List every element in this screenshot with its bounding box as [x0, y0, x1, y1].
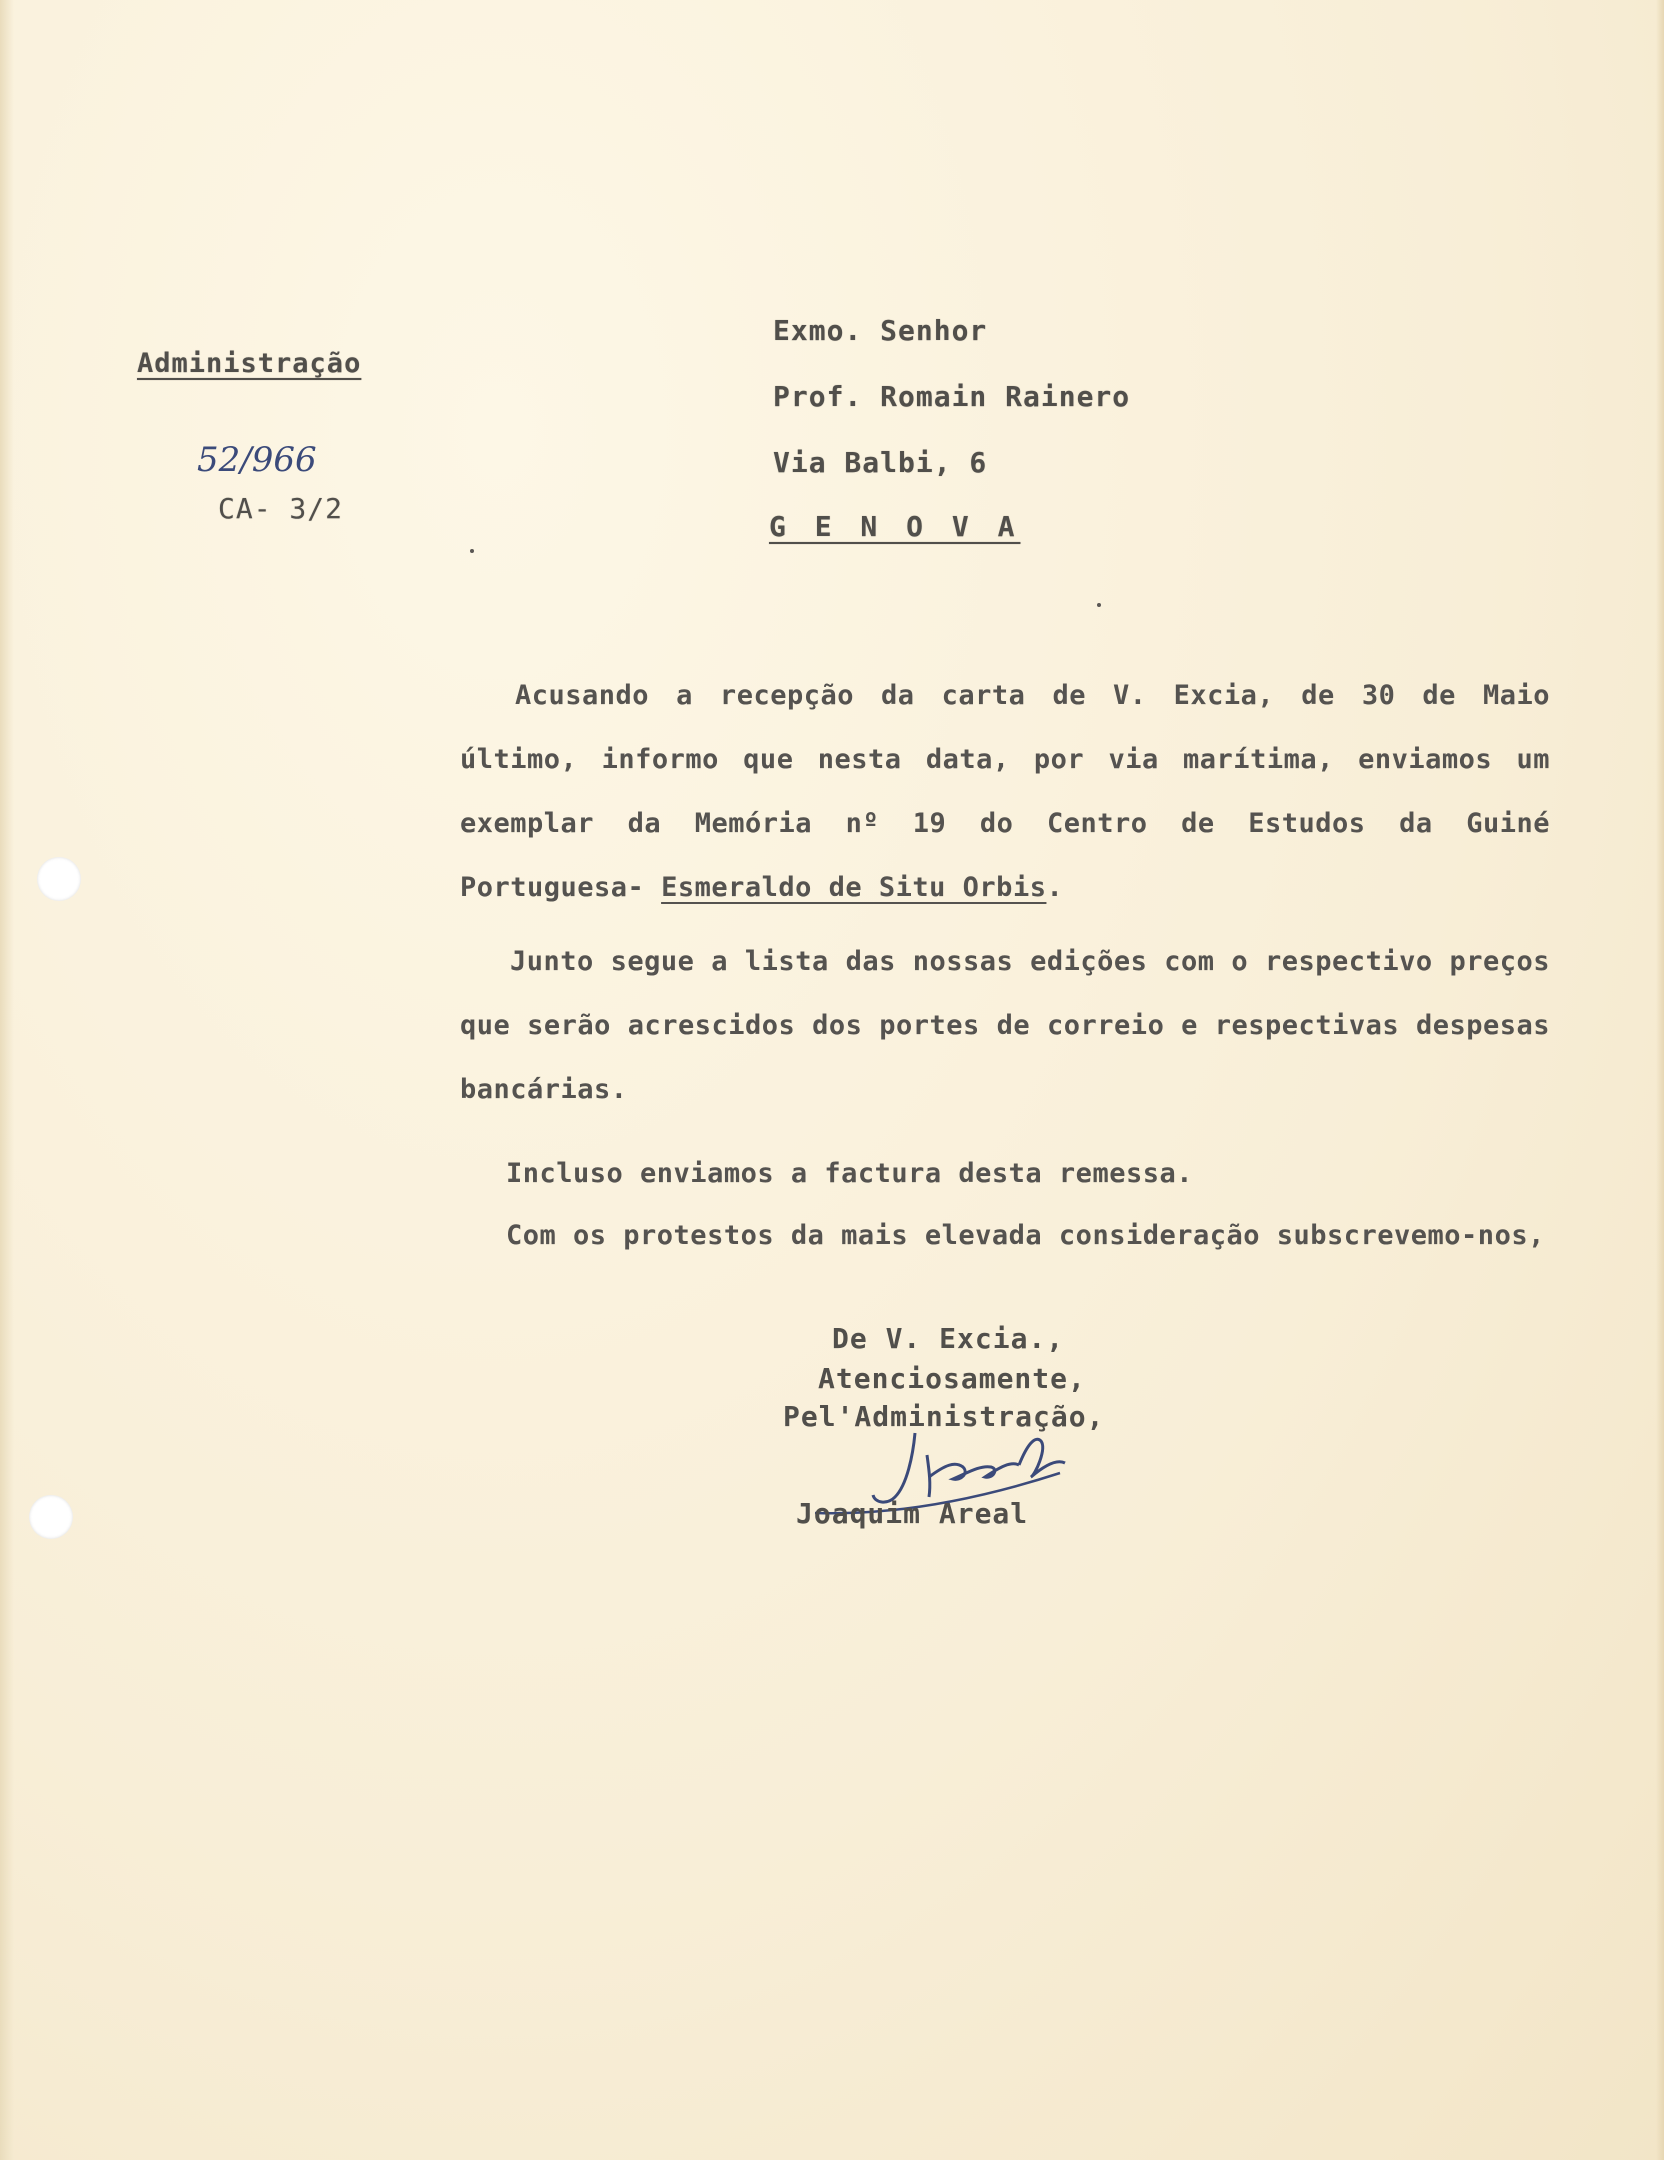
closing-line-2: Atenciosamente, — [818, 1362, 1086, 1395]
reference-number: 52/966 — [197, 440, 317, 480]
ink-speck — [1097, 603, 1101, 607]
closing-line-1: De V. Excia., — [832, 1322, 1065, 1355]
recipient-street: Via Balbi, 6 — [773, 446, 988, 479]
recipient-name: Prof. Romain Rainero — [773, 380, 1131, 413]
paragraph-3-text: Incluso enviamos a factura desta remessa. — [506, 1158, 1193, 1189]
paragraph-1-text: Acusando a recepção da carta de V. Excia, de 30 de Maio último, informo que nesta data, por via marítima, enviamos um exemplar da Memória nº 19 do Centro de Estudos da Guiné Portuguesa- — [460, 680, 1550, 903]
punch-hole-bottom — [29, 1495, 73, 1539]
department-heading: Administração — [137, 348, 362, 379]
body-paragraph-1 — [460, 664, 1550, 920]
ink-speck — [470, 549, 474, 553]
paragraph-1-end: . — [1046, 872, 1064, 903]
punch-hole-top — [37, 857, 81, 901]
recipient-city: G E N O V A — [769, 510, 1021, 543]
page-edge-shadow — [1656, 0, 1664, 2160]
book-title: Esmeraldo de Situ Orbis — [661, 872, 1047, 903]
body-paragraph-3 — [506, 1142, 1556, 1206]
recipient-salutation: Exmo. Senhor — [773, 314, 988, 347]
paragraph-4-text: Com os protestos da mais elevada consideração subscrevemo-nos, — [506, 1220, 1545, 1251]
closing-line-3: Pel'Administração, — [783, 1400, 1105, 1433]
paragraph-2-text: Junto segue a lista das nossas edições com o respectivo preços que serão acrescidos dos portes de correio e respectivas despesas bancárias. — [460, 946, 1550, 1105]
body-paragraph-4 — [506, 1204, 1556, 1268]
body-paragraph-2 — [460, 930, 1550, 1122]
reference-code: CA- 3/2 — [218, 492, 344, 525]
signer-name: Joaquim Areal — [796, 1497, 1029, 1530]
page-fold-shadow — [0, 0, 14, 2160]
